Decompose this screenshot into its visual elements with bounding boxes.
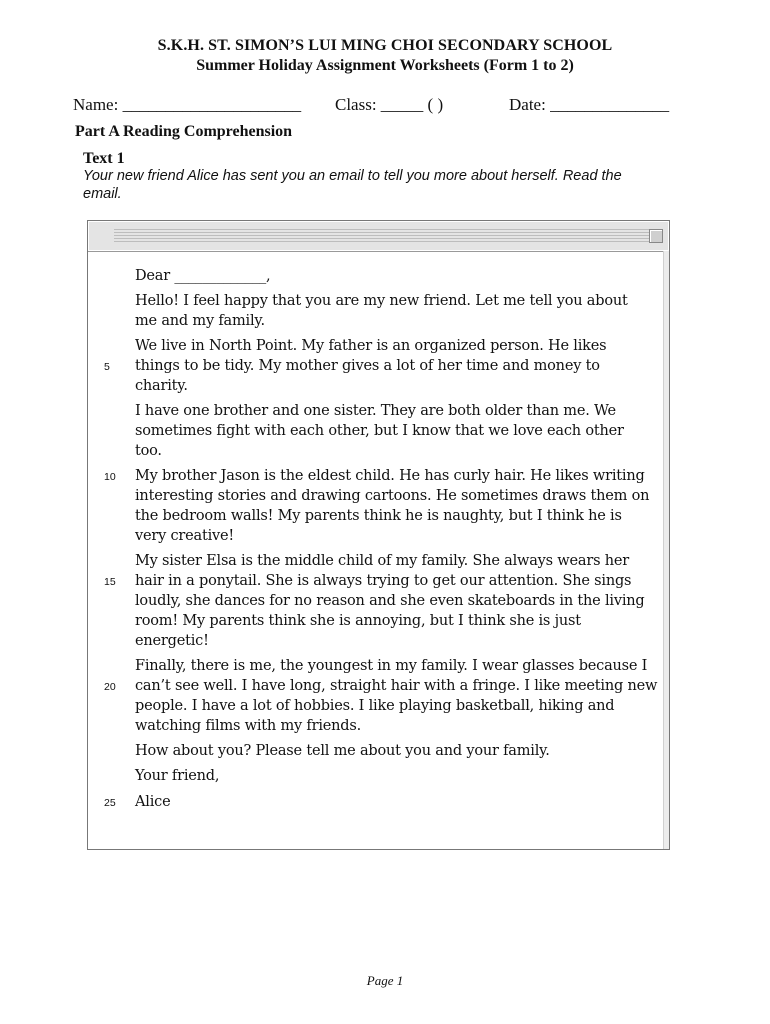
email-line: Alice bbox=[135, 794, 171, 810]
instruction-line: email. bbox=[83, 186, 122, 202]
email-line: How about you? Please tell me about you and your family. bbox=[135, 743, 550, 759]
email-line: charity. bbox=[135, 378, 188, 394]
class-field: Class: _____ ( ) bbox=[335, 95, 444, 114]
instructions bbox=[83, 167, 683, 203]
email-line: the bedroom walls! My parents think he is naughty, but I think he is bbox=[135, 508, 622, 524]
email-line: interesting stories and drawing cartoons. He sometimes draws them on bbox=[135, 488, 650, 504]
email-line: very creative! bbox=[135, 528, 235, 544]
email-line: Dear _____________, bbox=[135, 268, 271, 284]
school-name: S.K.H. ST. SIMON’S LUI MING CHOI SECONDARY SCHOOL bbox=[157, 37, 613, 54]
email-title-bar bbox=[88, 221, 669, 252]
line-number: 10 bbox=[104, 471, 116, 483]
email-line: I have one brother and one sister. They are both older than me. We bbox=[135, 403, 616, 419]
part-title: Part A Reading Comprehension bbox=[75, 123, 293, 140]
email-line: energetic! bbox=[135, 633, 209, 649]
email-line: me and my family. bbox=[135, 313, 265, 329]
date-field: Date: ______________ bbox=[509, 95, 670, 114]
email-line: people. I have a lot of hobbies. I like playing basketball, hiking and bbox=[135, 698, 615, 714]
email-line: Finally, there is me, the youngest in my family. I wear glasses because I bbox=[135, 658, 648, 674]
instruction-line: Your new friend Alice has sent you an email to tell you more about herself. Read the bbox=[83, 168, 622, 184]
email-line: loudly, she dances for no reason and she even skateboards in the living bbox=[135, 593, 645, 609]
email-line: too. bbox=[135, 443, 162, 459]
email-line: My sister Elsa is the middle child of my family. She always wears her bbox=[135, 553, 629, 569]
line-number: 20 bbox=[104, 681, 116, 693]
email-line: hair in a ponytail. She is always trying to get our attention. She sings bbox=[135, 573, 632, 589]
text-title: Text 1 bbox=[83, 150, 125, 167]
worksheet-subtitle: Summer Holiday Assignment Worksheets (Form 1 to 2) bbox=[196, 57, 574, 74]
page-number: Page 1 bbox=[366, 973, 404, 988]
email-line: watching films with my friends. bbox=[135, 718, 362, 734]
email-line: Hello! I feel happy that you are my new friend. Let me tell you about bbox=[135, 293, 628, 309]
email-line: My brother Jason is the eldest child. He has curly hair. He likes writing bbox=[135, 468, 645, 484]
name-field: Name: _____________________ bbox=[73, 95, 302, 114]
email-line: We live in North Point. My father is an organized person. He likes bbox=[135, 338, 607, 354]
title-bar-grip bbox=[114, 229, 649, 243]
line-number: 5 bbox=[104, 361, 110, 373]
window-edge bbox=[663, 251, 669, 849]
email-line: Your friend, bbox=[135, 768, 220, 784]
email-line: room! My parents think she is annoying, but I think she is just bbox=[135, 613, 581, 629]
email-line: things to be tidy. My mother gives a lot of her time and money to bbox=[135, 358, 600, 374]
email-line: can’t see well. I have long, straight hair with a fringe. I like meeting new bbox=[135, 678, 658, 694]
line-number: 25 bbox=[104, 797, 116, 809]
window-button-icon[interactable] bbox=[649, 229, 663, 243]
line-number: 15 bbox=[104, 576, 116, 588]
email-line: sometimes fight with each other, but I know that we love each other bbox=[135, 423, 624, 439]
